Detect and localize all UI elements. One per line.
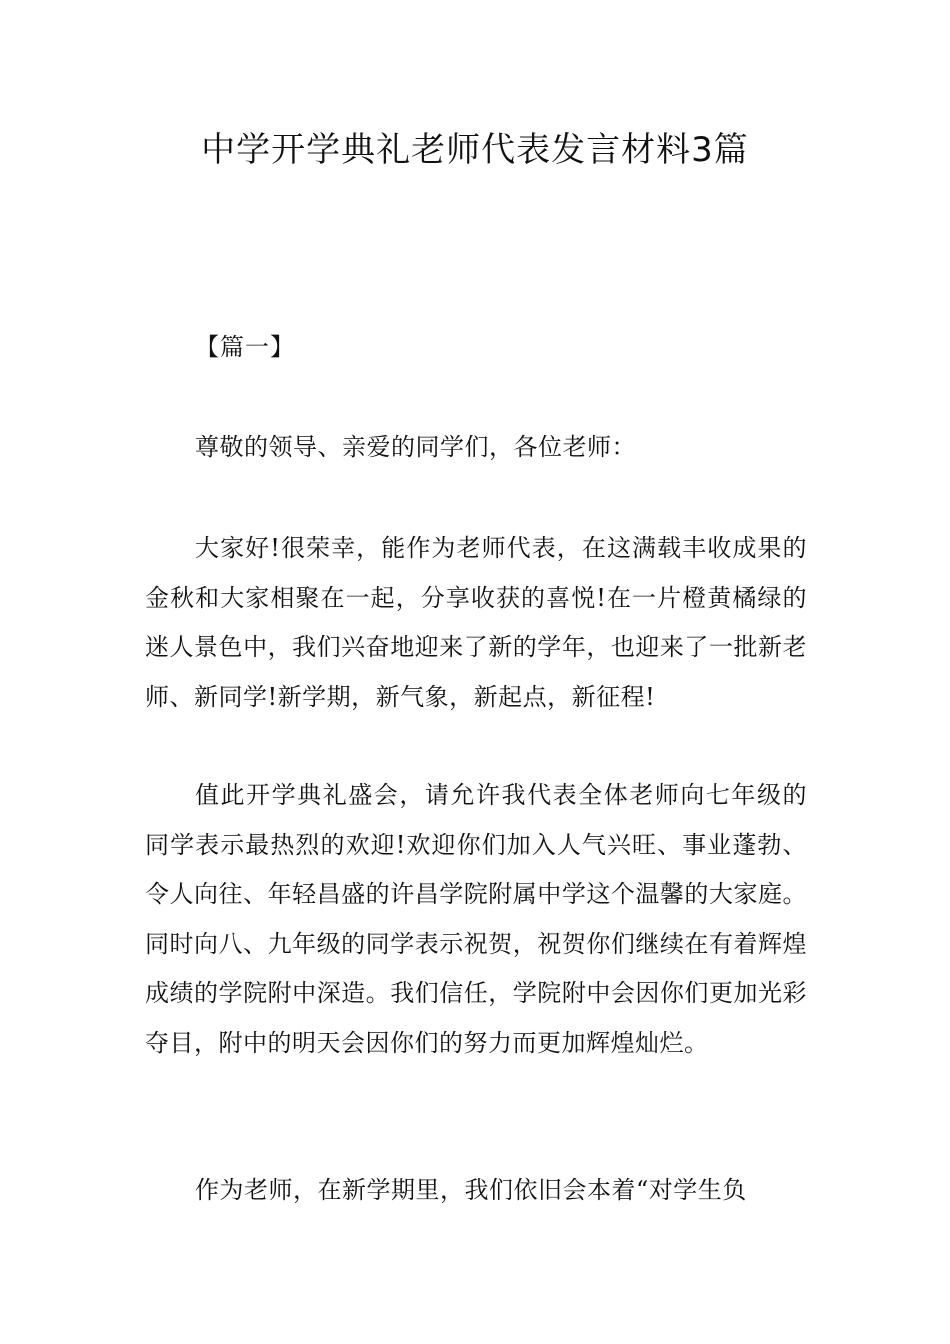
body-paragraph: 大家好!很荣幸，能作为老师代表，在这满载丰收成果的金秋和大家相聚在一起，分享收获的喜悦!在一片橙黄橘绿的迷人景色中，我们兴奋地迎来了新的学年，也迎来了一批新老师、新同学!新学期，新气象，新起点，新征程! [145, 534, 807, 711]
body-paragraph: 值此开学典礼盛会，请允许我代表全体老师向七年级的同学表示最热烈的欢迎!欢迎你们加入人气兴旺、事业蓬勃、令人向往、年轻昌盛的许昌学院附属中学这个温馨的大家庭。同时向八、九年级的同学表示祝贺，祝贺你们继续在有着辉煌成绩的学院附中深造。我们信任，学院附中会因你们更加光彩夺目，附中的明天会因你们的努力而更加辉煌灿烂。 [145, 781, 807, 1057]
section-heading: 【篇一】 [195, 333, 295, 361]
greeting-paragraph: 尊敬的领导、亲爱的同学们，各位老师： [195, 433, 636, 461]
document-title: 中学开学典礼老师代表发言材料3篇 [201, 130, 749, 170]
body-paragraph: 作为老师，在新学期里，我们依旧会本着“对学生负 [195, 1176, 747, 1204]
